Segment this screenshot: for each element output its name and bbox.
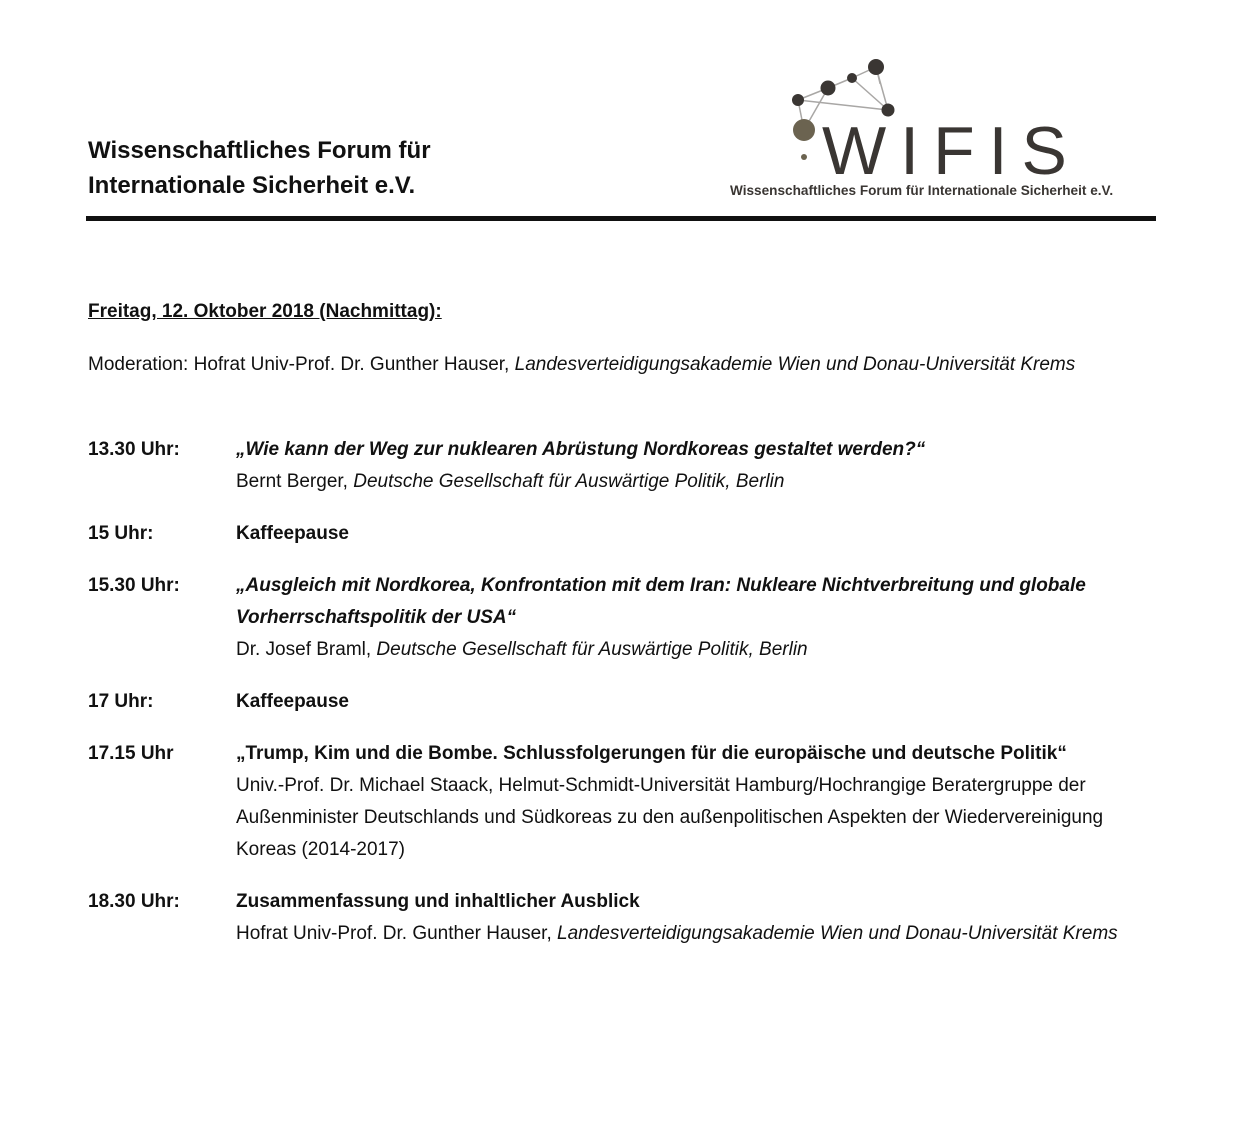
speaker-line: Univ.-Prof. Dr. Michael Staack, Helmut-Schmidt-Universität Hamburg/Hochrangige Beratergruppe der Außenminister Deutschlands und Südkoreas zu den außenpolitischen Aspekten der Wiedervereinigung Koreas (2014-2017) [236, 775, 1104, 860]
speaker-affiliation: Landesverteidigungsakademie Wien und Donau-Universität Krems [557, 923, 1118, 944]
network-node [792, 94, 804, 106]
agenda-time: 17 Uhr: [88, 691, 154, 712]
talk-title: „Ausgleich mit Nordkorea, Konfrontation mit dem Iran: Nukleare Nichtverbreitung und globale Vorherrschaftspolitik der USA“ [236, 575, 1086, 628]
agenda-time: 17.15 Uhr [88, 743, 174, 764]
agenda-item [88, 434, 1158, 498]
day-heading: Freitag, 12. Oktober 2018 (Nachmittag): [88, 301, 442, 322]
speaker-affiliation: Deutsche Gesellschaft für Auswärtige Politik, Berlin [376, 639, 808, 660]
header-divider [86, 216, 1156, 221]
organization-title-line-1: Wissenschaftliches Forum für [88, 137, 431, 164]
agenda-item [88, 686, 1158, 718]
agenda-list [88, 434, 1158, 970]
talk-title: „Wie kann der Weg zur nuklearen Abrüstung Nordkoreas gestaltet werden?“ [236, 439, 926, 460]
agenda-item [88, 738, 1158, 866]
organization-title-line-2: Internationale Sicherheit e.V. [88, 172, 416, 199]
speaker-line [236, 466, 1158, 498]
network-node [868, 59, 884, 75]
moderation-line [88, 349, 1148, 381]
wifis-logo-graphic [730, 52, 1150, 202]
agenda-time: 15.30 Uhr: [88, 575, 180, 596]
organization-title [88, 133, 608, 203]
agenda-time: 18.30 Uhr: [88, 891, 180, 912]
moderation-label: Moderation: Hofrat Univ-Prof. Dr. Gunther Hauser, [88, 354, 515, 375]
break-title: Kaffeepause [236, 523, 349, 544]
network-node [821, 81, 836, 96]
talk-title: „Trump, Kim und die Bombe. Schlussfolgerungen für die europäische und deutsche Politik“ [236, 743, 1067, 764]
speaker-name: Hofrat Univ-Prof. Dr. Gunther Hauser, [236, 923, 558, 944]
agenda-item [88, 886, 1158, 950]
break-title: Kaffeepause [236, 691, 349, 712]
agenda-item [88, 570, 1158, 666]
speaker-affiliation: Deutsche Gesellschaft für Auswärtige Politik, Berlin [353, 471, 785, 492]
speaker-line [236, 634, 1158, 666]
speaker-name: Bernt Berger, [236, 471, 354, 492]
logo-subtitle: Wissenschaftliches Forum für Internationale Sicherheit e.V. [730, 183, 1114, 198]
speaker-line [236, 918, 1158, 950]
network-node [847, 73, 857, 83]
network-node [801, 154, 807, 160]
agenda-time: 13.30 Uhr: [88, 439, 180, 460]
agenda-item [88, 518, 1158, 550]
speaker-name: Dr. Josef Braml, [236, 639, 377, 660]
talk-title: Zusammenfassung und inhaltlicher Ausblick [236, 891, 640, 912]
agenda-time: 15 Uhr: [88, 523, 154, 544]
logo-wordmark: WIFIS [822, 113, 1081, 189]
network-node [793, 119, 815, 141]
wifis-logo [730, 52, 1150, 202]
moderation-affiliation: Landesverteidigungsakademie Wien und Donau-Universität Krems [514, 354, 1076, 375]
